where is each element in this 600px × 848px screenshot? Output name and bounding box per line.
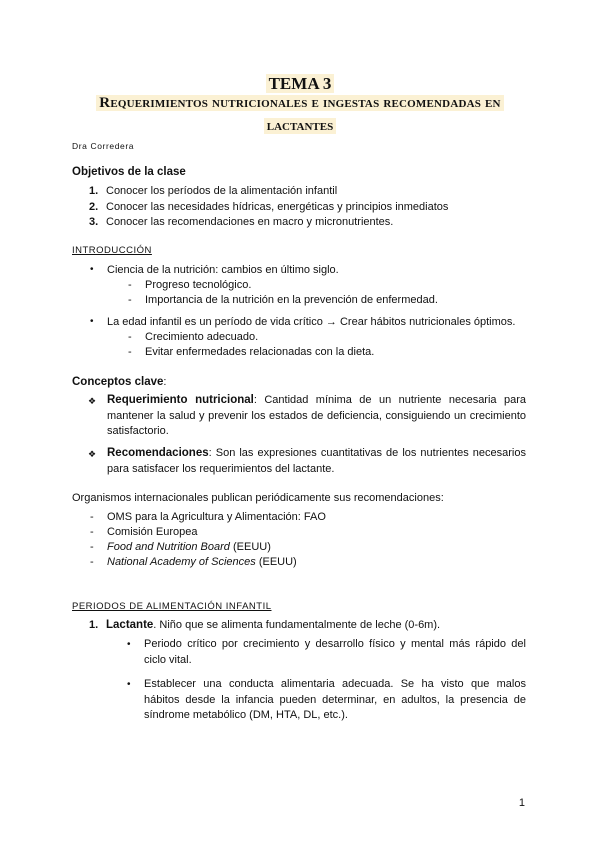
intro-sub-1: - Progreso tecnológico. (145, 279, 251, 291)
key-concepts-heading: Conceptos clave: (72, 376, 167, 388)
organism-2: - Comisión Europea (107, 526, 198, 538)
concept-recomendaciones: ❖ Recomendaciones: Son las expresiones cuantitativas de los nutrientes necesarios para satisfacer los requerimientos del lactante. (107, 446, 526, 477)
intro-sub-2: - Importancia de la nutrición en la prevención de enfermedad. (145, 294, 438, 306)
intro-sub-4: - Evitar enfermedades relacionadas con la dieta. (145, 346, 374, 358)
organisms-intro: Organismos internacionales publican periódicamente sus recomendaciones: (72, 492, 444, 504)
intro-bullet-2: • La edad infantil es un período de vida crítico → Crear hábitos nutricionales óptimos. (107, 316, 515, 328)
objective-1: 1. Conocer los períodos de la alimentación infantil (89, 185, 338, 197)
concept-requerimiento: ❖ Requerimiento nutricional: Cantidad mínima de un nutriente necesaria para mantener la salud y prevenir los estados de deficiencia, consiguiendo un crecimiento satisfactorio. (107, 393, 526, 440)
title-line-2: lactantes (0, 118, 600, 135)
intro-bullet-1: • Ciencia de la nutrición: cambios en último siglo. (107, 264, 339, 276)
organism-3: - Food and Nutrition Board (EEUU) (107, 541, 271, 553)
periods-heading: PERIODOS DE ALIMENTACIÓN INFANTIL (72, 601, 272, 612)
objectives-heading: Objetivos de la clase (72, 166, 186, 178)
author: Dra Corredera (72, 141, 135, 151)
intro-sub-3: - Crecimiento adecuado. (145, 331, 258, 343)
organism-1: - OMS para la Agricultura y Alimentación: FAO (107, 511, 326, 523)
period-bullet-2: • Establecer una conducta alimentaria adecuada. Se ha visto que malos hábitos desde la infancia pueden determinar, en adultos, la presencia de síndrome metabólico (DM, HTA, DL, etc.). (144, 677, 526, 724)
topic-number: TEMA 3 (0, 74, 600, 94)
page-number: 1 (518, 797, 525, 809)
period-lactante: 1. Lactante. Niño que se alimenta fundamentalmente de leche (0-6m). (89, 619, 441, 631)
objective-3: 3. Conocer las recomendaciones en macro y micronutrientes. (89, 216, 394, 228)
intro-heading: INTRODUCCIÓN (72, 245, 152, 256)
objective-2: 2. Conocer las necesidades hídricas, energéticas y principios inmediatos (89, 201, 449, 213)
organism-4: - National Academy of Sciences (EEUU) (107, 556, 297, 568)
period-bullet-1: • Periodo crítico por crecimiento y desarrollo físico y mental más rápido del ciclo vital. (144, 637, 526, 668)
title-line-1: Requerimientos nutricionales e ingestas recomendadas en (0, 95, 600, 112)
